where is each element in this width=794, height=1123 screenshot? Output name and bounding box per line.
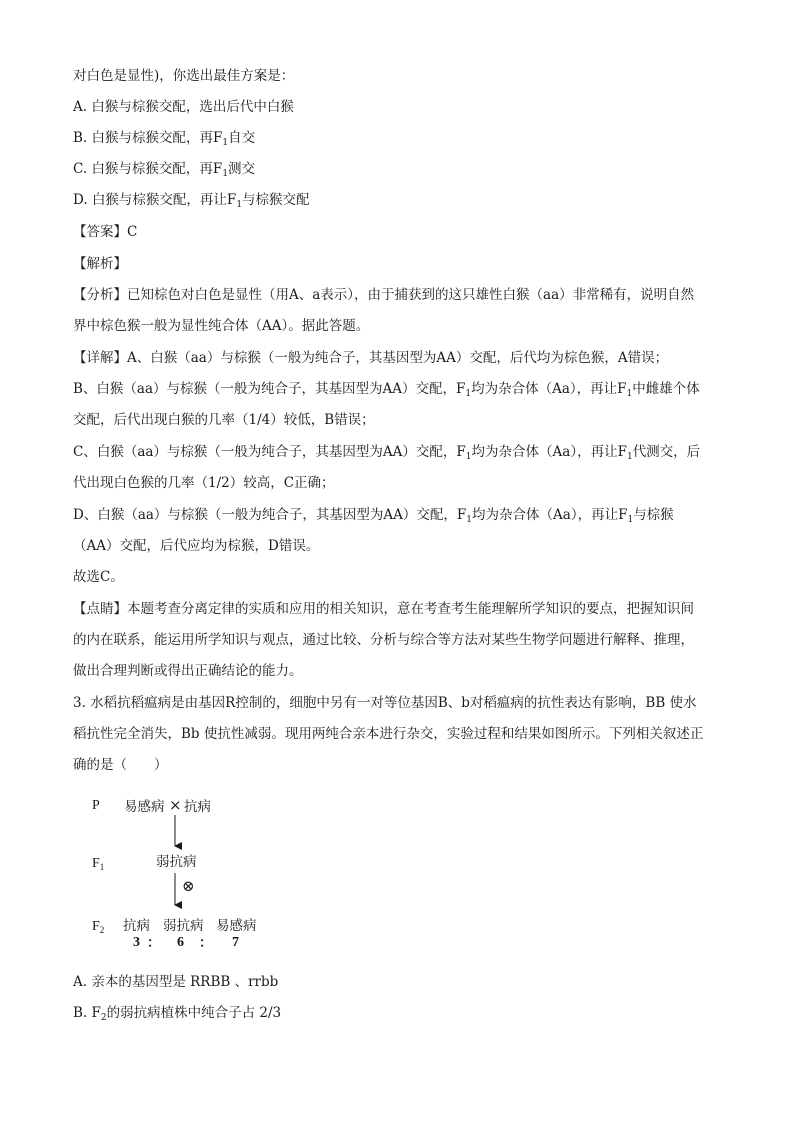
xiangjie-d-line-2: （AA）交配，后代应均为棕猴，D错误。: [73, 538, 320, 554]
subscript: 2: [100, 1013, 107, 1023]
xiangjie-text: D、白猴（aa）与棕猴（一般为纯合子，其基因型为AA）交配，F: [73, 507, 467, 523]
option-text: 的弱抗病植株中纯合子占 2/3: [106, 1005, 282, 1021]
option-text: 测交: [228, 161, 256, 177]
subscript: 1: [466, 515, 473, 525]
option-text: 自交: [228, 130, 256, 146]
xiangjie-text: 与棕猴: [633, 507, 674, 523]
xiangjie-text: 均为杂合体（Aa），再让F: [471, 381, 627, 397]
f2-phenotype-susceptible: 易感病: [216, 918, 257, 934]
ratio-separator: ：: [147, 935, 161, 951]
q3-option-a: A. 亲本的基因型是 RRBB 、rrbb: [73, 974, 279, 990]
option-text: 白猴与棕猴交配，再F: [91, 161, 223, 177]
f1-generation-label: [92, 855, 104, 873]
f1-letter: F: [92, 856, 100, 871]
subscript: 1: [222, 169, 229, 179]
f2-phenotype-weak: 弱抗病: [163, 918, 204, 934]
choose-answer: 故选C。: [73, 569, 124, 585]
dianjing-text: 本题考查分离定律的实质和应用的相关知识，意在考查考生能理解所学知识的要点，把握知识间: [127, 601, 694, 617]
q3-stem-line-2: 稻抗性完全消失，Bb 使抗性减弱。现用两纯合亲本进行杂交，实验过程和结果如图所示。下列相关叙述正: [73, 726, 704, 742]
dianjing-line-3: 做出合理判断或得出正确结论的能力。: [73, 663, 303, 679]
subscript: 1: [236, 200, 243, 210]
option-letter: D.: [73, 192, 88, 208]
option-text: B. F: [73, 1005, 101, 1021]
xiangjie-c-line-2: 代出现白色猴的几率（1/2）较高，C正确；: [73, 475, 335, 491]
q3-stem-line-1: 3. 水稻抗稻瘟病是由基因R控制的，细胞中另有一对等位基因B、b对稻瘟病的抗性表达有影响，BB 使水: [73, 695, 697, 711]
xiangjie-text: C、白猴（aa）与棕猴（一般为纯合子，其基因型为AA）交配，F: [73, 444, 466, 460]
ratio-value: 7: [232, 935, 239, 950]
option-letter: B.: [73, 130, 88, 146]
q3-stem-line-3: 确的是（ ）: [73, 757, 168, 773]
xiangjie-text: 中雌雄个体: [632, 381, 700, 397]
f2-generation-label: [92, 918, 104, 936]
f1-phenotype: 弱抗病: [156, 854, 197, 870]
ratio-value: 6: [177, 935, 184, 950]
selfing-symbol: ⊗: [182, 877, 195, 895]
dianjing-label: 【点睛】: [73, 601, 127, 617]
ratio-separator: ：: [199, 935, 213, 951]
q2-stem-tail: 对白色是显性)，你选出最佳方案是：: [73, 68, 295, 84]
option-text: 白猴与棕猴交配，再F: [91, 130, 223, 146]
analysis-label: 【解析】: [73, 256, 127, 272]
dianjing-line-2: 的内在联系，能运用所学知识与观点，通过比较、分析与综合等方法对某些生物学问题进行解释、推理，: [73, 632, 694, 648]
xiangjie-text: A、白猴（aa）与棕猴（一般为纯合子，其基因型为AA）交配，后代均为棕色猴，A错误；: [127, 350, 669, 366]
xiangjie-text: 均为杂合体（Aa），再让F: [471, 444, 627, 460]
ratio-value: 3: [133, 935, 140, 950]
option-letter: C.: [73, 161, 88, 177]
xiangjie-b-line-2: 交配，后代出现白猴的几率（1/4）较低，B错误；: [73, 412, 375, 428]
option-text: 白猴与棕猴交配，再让F: [91, 192, 237, 208]
option-text: 白猴与棕猴交配，选出后代中白猴: [91, 99, 294, 115]
p-right-phenotype: 抗病: [184, 799, 211, 815]
f2-phenotype-resistant: 抗病: [123, 918, 150, 934]
p-generation-label: P: [92, 798, 100, 813]
subscript: 2: [99, 925, 105, 935]
xiangjie-text: 代测交，后: [632, 444, 701, 460]
option-letter: A.: [73, 99, 88, 115]
subscript: 1: [626, 389, 633, 399]
subscript: 1: [465, 389, 472, 399]
f2-letter: F: [92, 919, 100, 934]
subscript: 1: [99, 862, 105, 872]
subscript: 1: [222, 138, 229, 148]
fenxi-line-2: 界中棕色猴一般为显性纯合体（AA）。据此答题。: [73, 318, 370, 334]
p-left-phenotype: 易感病: [124, 799, 165, 815]
subscript: 1: [627, 515, 634, 525]
subscript: 1: [465, 452, 472, 462]
option-text: 与棕猴交配: [242, 192, 310, 208]
answer-label: 【答案】: [73, 224, 127, 240]
xiangjie-text: 均为杂合体（Aa），再让F: [472, 507, 628, 523]
answer-value: C: [127, 224, 138, 240]
xiangjie-text: B、白猴（aa）与棕猴（一般为纯合子，其基因型为AA）交配，F: [73, 381, 466, 397]
fenxi-text: 已知棕色对白色是显性（用A、a表示），由于捕获到的这只雄性白猴（aa）非常稀有，说明自然: [127, 287, 695, 303]
fenxi-label: 【分析】: [73, 287, 127, 303]
xiangjie-label: 【详解】: [73, 350, 127, 366]
cross-symbol: ×: [169, 796, 182, 814]
subscript: 1: [626, 452, 633, 462]
q3-option-b: [73, 1003, 281, 1023]
